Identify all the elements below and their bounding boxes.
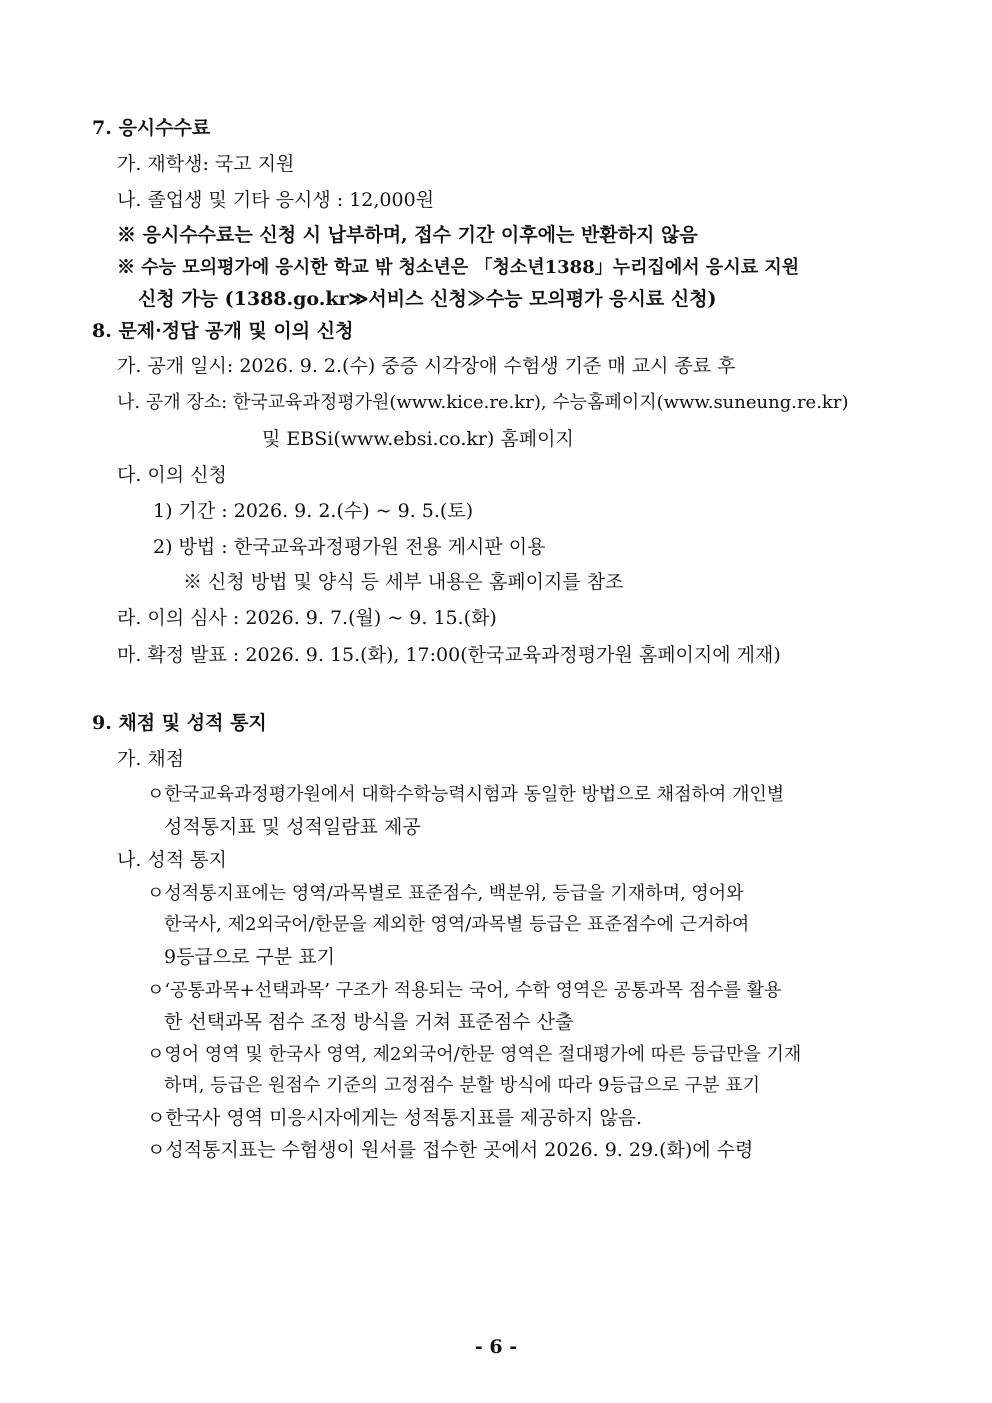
section-9-title: 9. 채점 및 성적 통지 [92,712,267,734]
section-7-title: 7. 응시수수료 [92,117,211,139]
section-8-item-c: 다. 이의 신청 [117,464,227,486]
section-9-item-a-1-line-1: ㅇ한국교육과정평가원에서 대학수학능력시험과 동일한 방법으로 채점하여 개인별 [147,784,785,805]
section-9-item-b-5: ㅇ성적통지표는 수험생이 원서를 접수한 곳에서 2026. 9. 29.(화)에 수령 [147,1139,754,1161]
page-number: - 6 - [474,1336,518,1358]
section-9-item-b-4: ㅇ한국사 영역 미응시자에게는 성적통지표를 제공하지 않음. [147,1107,643,1129]
section-9-item-b-1-line-3: 9등급으로 구분 표기 [164,946,335,968]
section-8-item-d: 라. 이의 심사 : 2026. 9. 7.(월) ~ 9. 15.(화) [117,607,497,629]
section-9-item-a: 가. 채점 [117,748,185,770]
section-9-item-b-1-line-1: ㅇ성적통지표에는 영역/과목별로 표준점수, 백분위, 등급을 기재하며, 영어와 [147,883,744,904]
section-9-item-b-3-line-2: 하며, 등급은 원점수 기준의 고정점수 분할 방식에 따라 9등급으로 구분 표기 [164,1075,761,1096]
section-8-title: 8. 문제·정답 공개 및 이의 신청 [92,320,354,342]
section-9-item-b-2-line-2: 한 선택과목 점수 조정 방식을 거쳐 표준점수 산출 [164,1011,574,1033]
section-8-item-c-1: 1) 기간 : 2026. 9. 2.(수) ~ 9. 5.(토) [153,500,474,522]
section-9-item-b-1-line-2: 한국사, 제2외국어/한문을 제외한 영역/과목별 등급은 표준점수에 근거하여 [164,914,750,935]
section-8-item-c-2: 2) 방법 : 한국교육과정평가원 전용 게시판 이용 [153,536,546,558]
section-8-item-e: 마. 확정 발표 : 2026. 9. 15.(화), 17:00(한국교육과정평가원 홈페이지에 게재) [117,644,781,666]
section-7-note-2-line-2: 신청 가능 (1388.go.kr≫서비스 신청≫수능 모의평가 응시료 신청) [138,288,717,310]
section-9-item-a-1-line-2: 성적통지표 및 성적일람표 제공 [164,816,421,838]
section-9-item-b-3-line-1: ㅇ영어 영역 및 한국사 영역, 제2외국어/한문 영역은 절대평가에 따른 등급만을 기재 [147,1044,802,1065]
section-7-note-1: ※ 응시수수료는 신청 시 납부하며, 접수 기간 이후에는 반환하지 않음 [117,224,698,246]
section-9-item-b-2-line-1: ㅇ‘공통과목+선택과목’ 구조가 적용되는 국어, 수학 영역은 공통과목 점수를 활용 [147,980,782,1001]
section-8-item-b-line-2: 및 EBSi(www.ebsi.co.kr) 홈페이지 [262,428,574,450]
section-7-note-2-line-1: ※ 수능 모의평가에 응시한 학교 밖 청소년은 「청소년1388」누리집에서 응시료 지원 [117,257,800,278]
section-9-item-b: 나. 성적 통지 [117,849,227,871]
section-7-item-b: 나. 졸업생 및 기타 응시생 : 12,000원 [117,189,435,211]
section-7-item-a: 가. 재학생: 국고 지원 [117,153,295,175]
section-8-item-c-note: ※ 신청 방법 및 양식 등 세부 내용은 홈페이지를 참조 [183,571,624,593]
section-8-item-a: 가. 공개 일시: 2026. 9. 2.(수) 중증 시각장애 수험생 기준 매 교시 종료 후 [117,355,736,377]
section-8-item-b-line-1: 나. 공개 장소: 한국교육과정평가원(www.kice.re.kr), 수능홈페이지(www.suneung.re.kr) [117,392,849,413]
